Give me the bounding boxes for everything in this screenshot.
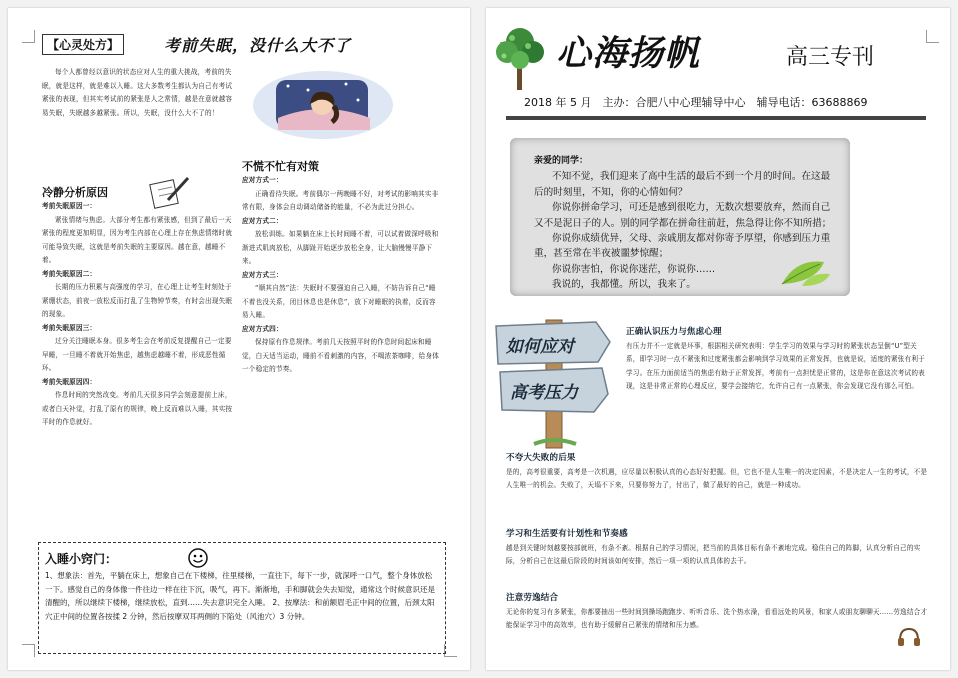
strategies-heading: 不慌不忙有对策 — [242, 160, 319, 173]
list-item-text: 放松训练。如果躺在床上长时间睡不着，可以试着做深呼吸和渐进式肌肉放松，从脚趾开始逐步放松全身，让大脑慢慢平静下来。 — [242, 230, 439, 265]
list-item-label: 应对方式一： — [242, 176, 283, 184]
section-heading: 正确认识压力与焦虑心理 — [626, 327, 722, 337]
tree-logo-icon — [490, 22, 550, 94]
left-page — [8, 8, 470, 670]
newsletter-subtitle: 高三专刊 — [786, 45, 875, 70]
causes-heading: 冷静分析原因 — [42, 186, 108, 199]
list-item-text: 正确看待失眠。考前偶尔一两晚睡不好，对考试的影响其实非常有限，身体会自动调动储备的能量，不必为此过分担心。 — [242, 189, 439, 211]
section-heading: 学习和生活要有计划性和节奏感 — [506, 529, 628, 539]
letter-paragraph: 你说你成绩优异，父母、亲戚朋友都对你寄予厚望，你感到压力重重，甚至常在半夜被噩梦惊醒； — [534, 233, 831, 260]
tips-title: 入睡小窍门： — [45, 551, 118, 566]
tips-text: 1、想象法：首先，平躺在床上，想象自己在下楼梯，往里楼梯，一直往下，每下一步，就深呼一口气，整个身体放松一下。感觉自己的身体像一件往边一样在往下沉，吸气，再下。渐渐地，手和脚就会失去知觉，通常这个时候意识还是清醒的，所以继续下楼梯，继续放松，直到……失去意识完全入睡。 2、按摩法：和前额眉毛正中间的位置，后颈太阳穴正中间的位置各按揉 2 分钟，然后按摩双耳两侧的下陷处（风池穴）3 分钟。 — [45, 571, 435, 621]
sleep-tips-box — [38, 542, 446, 654]
list-item-text: 长期的压力积累与高强度的学习，在心理上让考生时刻处于紧绷状态，前夜一放松反而打乱了生物钟节奏，有时会出现失眠的现象。 — [42, 283, 233, 318]
list-item-label: 考前失眠原因一： — [42, 202, 97, 210]
strategies-list — [242, 174, 442, 377]
section-text: 有压力并不一定就是坏事，根据相关研究表明：学生学习的效果与学习时的紧张状态呈倒“U”型关系，即学习时一点不紧张和过度紧张都会影响到学习效果的正常发挥，也就是说，适度的紧张有利于学习。在压力面前适当的焦虑有助于正常发挥，考前有一点担忧是正常的，这是你在意这次考试的表现，这是非常正常的心理反应，要学会接纳它，允许自己有一点紧张，你会发现它没有那么可怕。 — [626, 341, 925, 390]
strategies-column — [242, 158, 442, 377]
intro-text: 每个人都曾经以意识的状态应对人生的重大挑战，考前的失眠，就是这样，就是难以入睡。这大多数考生都认为自己有考试紧张的表现，但其实考试前的紧张是人之常情，越是在意就越容易失眠，失眠越多越紧张。所以，失眠，没什么大不了的！ — [42, 68, 233, 117]
list-item-label: 应对方式三： — [242, 270, 283, 279]
newsletter-title: 心海扬帆 — [556, 33, 701, 74]
list-item-label: 应对方式二： — [242, 216, 283, 225]
header-rule — [506, 116, 926, 120]
section-planning — [506, 528, 930, 569]
crop-mark — [926, 30, 939, 43]
intro-paragraph — [42, 66, 238, 120]
list-item-text: “顺其自然”法：失眠时不要强迫自己入睡，不妨告诉自己“睡不着也没关系，闭目休息也是休息”，放下对睡眠的执着，反而容易入睡。 — [242, 284, 436, 319]
list-item-label: 考前失眠原因三： — [42, 323, 97, 332]
sleeping-girl-illustration — [248, 60, 398, 150]
section-heading: 不夸大失败的后果 — [506, 453, 576, 463]
list-item-text: 保持原有作息规律。考前几天按照平时的作息时间起床和睡觉，白天适当运动，睡前不看刺激的内容，不喝浓茶咖啡，给身体一个稳定的节奏。 — [242, 338, 440, 373]
section-heading: 注意劳逸结合 — [506, 593, 559, 603]
section-text: 越是到关键时刻越要按部就班，有条不紊。根据自己的学习情况，把当前的具体目标有条不紊地完成。稳住自己的阵脚，认真分析自己的实际，分析自己在这最后阶段的时间该如何安排，然后一项一项的认真具体的去干。 — [506, 543, 921, 565]
section-text: 无论你的复习有多紧张，你都要抽出一些时间到操场跑跑步、听听音乐、洗个热水澡，看看远处的风景，和家人或朋友聊聊天……劳逸结合才能保证学习中的高效率，也有助于缓解自己紧张的情绪和压力感。 — [506, 607, 928, 629]
letter-paragraph: 不知不觉，我们迎来了高中生活的最后不到一个月的时间。在这最后的时刻里，不知，你的心情如何？ — [534, 171, 831, 198]
letter-paragraph: 我说的，我都懂。所以，我来了。 — [552, 279, 696, 291]
list-item-text: 过分关注睡眠本身。很多考生会在考前反复提醒自己一定要早睡，一旦睡不着就开始焦虑，越焦虑越睡不着，形成恶性循环。 — [42, 337, 232, 372]
letter-paragraph: 你说你害怕，你说你迷茫，你说你…… — [552, 263, 716, 275]
headline: 考前失眠，没什么大不了 — [164, 36, 352, 55]
letter-body — [534, 169, 834, 292]
smiley-icon — [187, 547, 209, 569]
section-box-label: 【心灵处方】 — [42, 34, 124, 55]
letter-greeting: 亲爱的同学： — [534, 156, 589, 166]
crop-mark — [22, 30, 35, 43]
list-item-label: 考前失眠原因四： — [42, 377, 97, 386]
section-pressure — [626, 326, 930, 394]
section-failure — [506, 452, 930, 493]
list-item-text: 作息时间的突然改变。考前几天很多同学会刻意提前上床，或者白天补觉，打乱了原有的规律，晚上反而难以入睡，其实按平时的作息就好。 — [42, 391, 233, 426]
headphones-icon — [896, 626, 922, 648]
causes-list — [42, 200, 238, 430]
signpost-line-2: 高考压力 — [510, 383, 578, 403]
publication-info: 2018 年 5 月 主办：合肥八中心理辅导中心 辅导电话：63688869 — [524, 96, 868, 109]
crop-mark — [22, 644, 35, 657]
section-text: 是的，高考很重要，高考是一次机遇，应尽量以积极认真的心态好好把握。但，它也不是人生唯一的决定因素，不是决定人一生的考试，不是人生唯一的机会。失败了，天塌不下来，只要你努力了，付出了，做了最好的自己，就是一种成功。 — [506, 467, 928, 489]
right-page — [486, 8, 950, 670]
signpost-graphic — [494, 312, 612, 450]
causes-column — [42, 184, 238, 430]
signpost-line-1: 如何应对 — [506, 337, 574, 357]
letter — [534, 154, 834, 293]
list-item-text: 紧张情绪与焦虑。大部分考生都有紧张感，但到了最后一天紧张的程度更加明显，因为考生内部在心理上存在焦虑情绪时就可能导致失眠，这就是考前失眠的主要原因。越在意，越睡不着。 — [42, 215, 233, 264]
list-item-label: 应对方式四： — [242, 324, 283, 333]
letter-paragraph: 你说你拼命学习，可还是感到很吃力，无数次想要放弃，然而自己又不是泥日子的人。别的同学都在拼命往前赶，焦急得让你不知所措； — [534, 202, 832, 229]
list-item-label: 考前失眠原因二： — [42, 269, 97, 278]
section-rest — [506, 592, 930, 633]
